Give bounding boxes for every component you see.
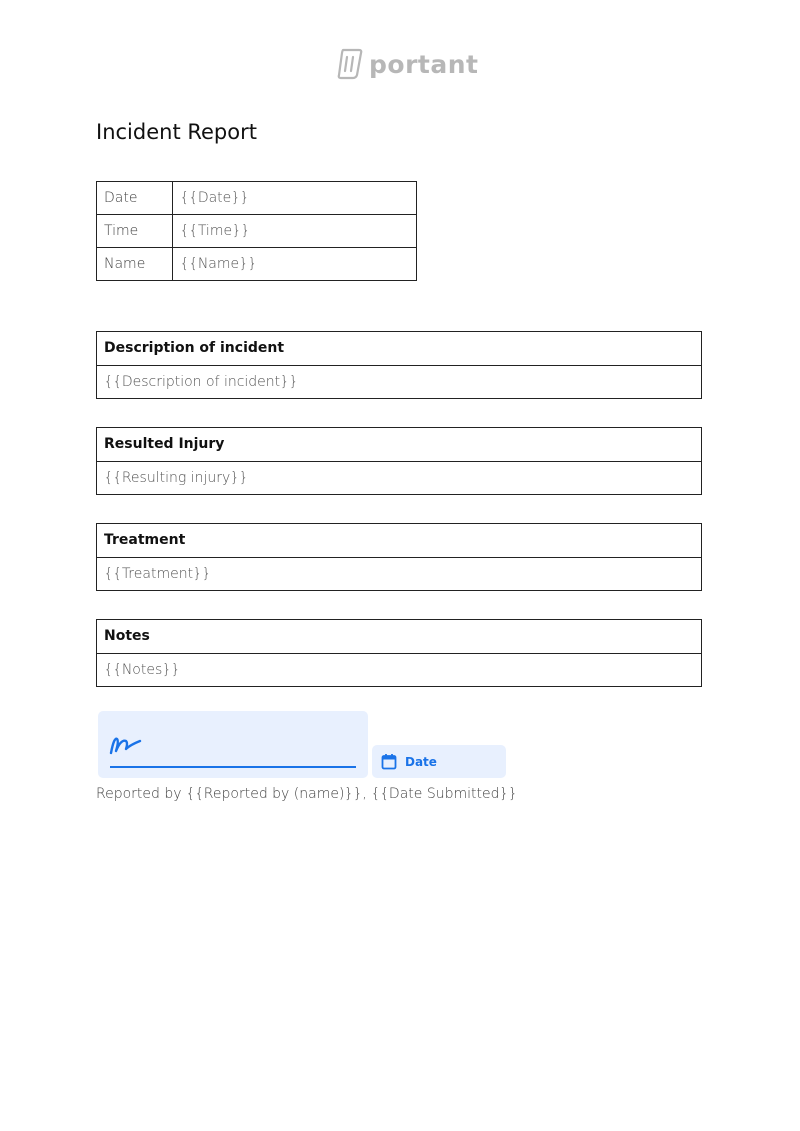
description-section	[96, 331, 702, 399]
info-table	[96, 181, 417, 281]
table-row	[97, 248, 417, 281]
section-heading: Treatment	[97, 524, 701, 558]
calendar-icon	[381, 753, 397, 770]
table-row	[97, 182, 417, 215]
name-value: {{Name}}	[173, 248, 417, 281]
date-field[interactable]	[372, 745, 506, 778]
section-heading: Description of incident	[97, 332, 701, 366]
time-label: Time	[97, 215, 173, 248]
date-value: {{Date}}	[173, 182, 417, 215]
treatment-section	[96, 523, 702, 591]
date-field-label: Date	[405, 754, 437, 769]
portant-logo-icon	[337, 48, 363, 80]
page-title: Incident Report	[96, 120, 257, 144]
signature-field[interactable]	[98, 711, 368, 778]
time-value: {{Time}}	[173, 215, 417, 248]
section-value: {{Notes}}	[104, 662, 181, 678]
portant-logo	[337, 48, 478, 80]
section-value: {{Resulting injury}}	[104, 470, 249, 486]
section-heading: Resulted Injury	[97, 428, 701, 462]
section-heading: Notes	[97, 620, 701, 654]
name-label: Name	[97, 248, 173, 281]
date-label: Date	[97, 182, 173, 215]
injury-section	[96, 427, 702, 495]
signature-scribble-icon	[108, 729, 148, 757]
table-row	[97, 215, 417, 248]
logo-text: portant	[369, 49, 479, 79]
notes-section	[96, 619, 702, 687]
section-value: {{Treatment}}	[104, 566, 211, 582]
reported-by-line: Reported by {{Reported by (name)}}, {{Date Submitted}}	[96, 786, 518, 802]
section-value: {{Description of incident}}	[104, 374, 298, 390]
signature-line	[110, 766, 356, 768]
